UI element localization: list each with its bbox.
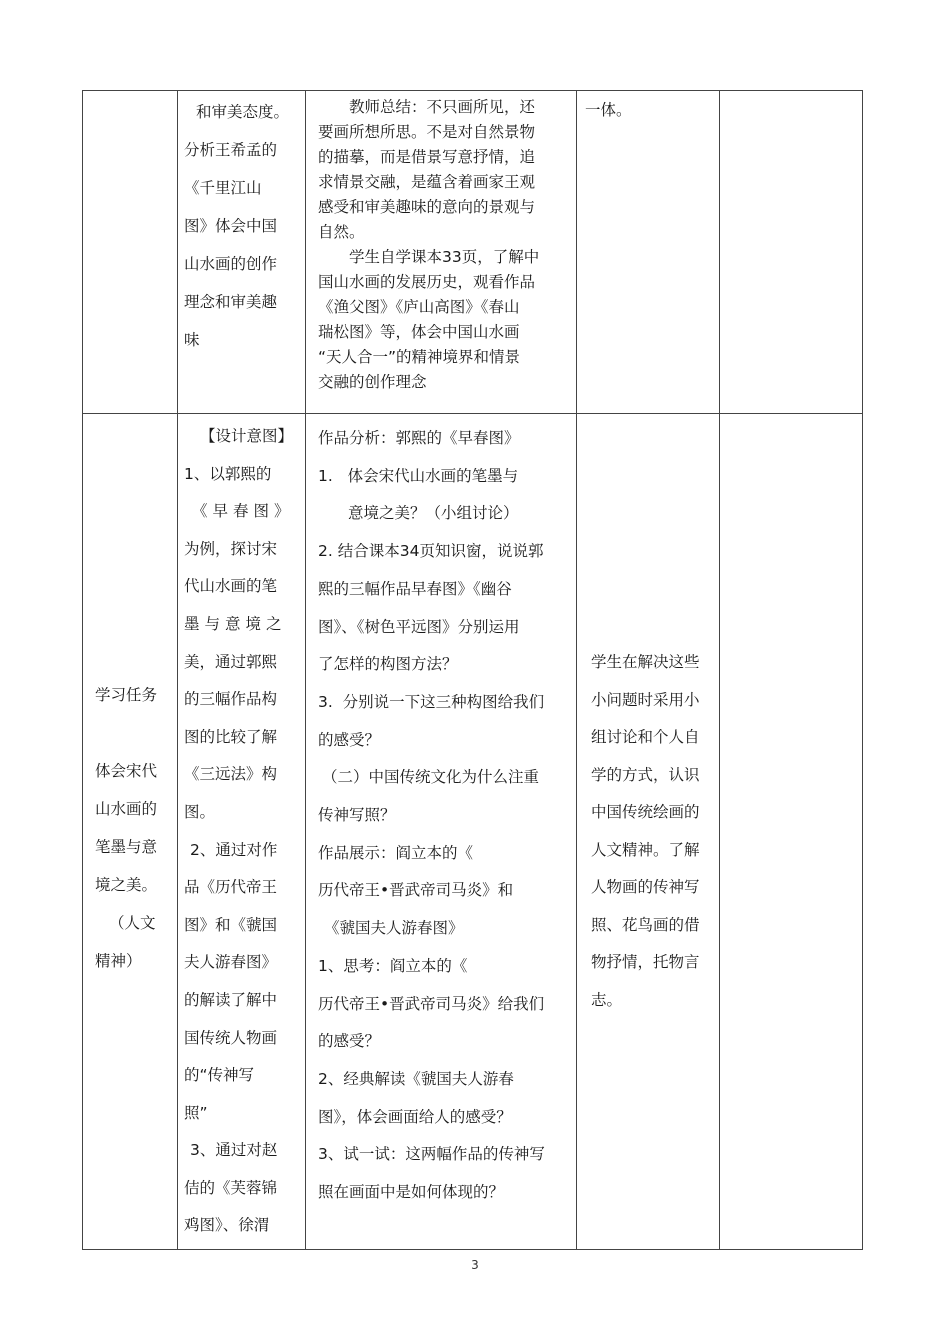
text-line: 交融的创作理念 xyxy=(318,373,427,391)
text-line: 1、以郭熙的 xyxy=(184,464,272,483)
text-line: 意境之美？（小组讨论） xyxy=(348,504,519,523)
activity-cell xyxy=(306,91,577,414)
task-cell xyxy=(83,91,178,414)
text-line: 境之美。 xyxy=(95,876,158,894)
student-activity-cell xyxy=(577,414,720,1250)
notes-cell xyxy=(720,91,863,414)
text-line: 佶的《芙蓉锦 xyxy=(184,1178,278,1197)
text-line: 历代帝王•晋武帝司马炎》给我们 xyxy=(318,994,545,1013)
notes-cell xyxy=(720,414,863,1250)
text-line: 2、通过对作 xyxy=(190,840,278,859)
text-line: 【设计意图】 xyxy=(200,427,294,445)
text-line: 求情景交融，是蕴含着画家王观 xyxy=(318,173,536,191)
text-line: 的解读了解中 xyxy=(184,990,278,1009)
text-line: 学生自学课本33页，了解中 xyxy=(349,248,540,266)
table-row xyxy=(83,91,863,414)
text-line: 《渔父图》《庐山高图》《春山 xyxy=(318,298,520,316)
text-line xyxy=(95,714,171,752)
text-line: 图》和《虢国 xyxy=(184,915,278,934)
text-line: 墨与意境之 xyxy=(184,614,287,633)
task-cell xyxy=(83,414,178,1250)
text-line: 和审美态度。 xyxy=(196,103,290,121)
text-line: 山水画的创作 xyxy=(184,255,278,273)
text-line: 3. 分别说一下这三种构图给我们 xyxy=(318,692,545,711)
text-line: 的“传神写 xyxy=(184,1066,255,1085)
text-line: 笔墨与意 xyxy=(95,838,158,856)
text-line: 为例，探讨宋 xyxy=(184,539,278,558)
text-line: 《虢国夫人游春图》 xyxy=(324,919,464,938)
text-line: 味 xyxy=(184,331,200,349)
text-line: 照在画面中是如何体现的？ xyxy=(318,1183,505,1202)
text-line: 志。 xyxy=(591,990,623,1009)
text-line: 图》、《树色平远图》分别运用 xyxy=(318,617,520,636)
text-line: 学习任务 xyxy=(95,686,158,704)
activity-cell xyxy=(306,414,577,1250)
text-line: 感受和审美趣味的意向的景观与 xyxy=(318,198,536,216)
text-line: 代山水画的笔 xyxy=(184,577,278,596)
text-line: 夫人游春图》 xyxy=(184,953,278,972)
text-line: 《千里江山 xyxy=(184,179,262,197)
text-line: 物抒情，托物言 xyxy=(591,953,700,971)
text-line: 作品展示：阎立本的《 xyxy=(318,843,474,862)
student-activity-cell xyxy=(577,91,720,414)
text-line: 组讨论和个人自 xyxy=(591,728,700,746)
text-line: 学的方式，认识 xyxy=(591,765,700,784)
text-line: 2、经典解读《虢国夫人游春 xyxy=(318,1069,514,1088)
text-line: 照” xyxy=(184,1103,208,1122)
table-row xyxy=(83,414,863,1250)
text-line: 的描摹，而是借景写意抒情，追 xyxy=(318,148,536,166)
text-line: 图》体会中国 xyxy=(184,217,278,235)
text-line: 3、试一试：这两幅作品的传神写 xyxy=(318,1145,545,1164)
design-intent-cell xyxy=(178,414,306,1250)
text-line: 鸡图》、徐渭 xyxy=(184,1216,270,1235)
text-line: 3、通过对赵 xyxy=(190,1141,278,1160)
text-line: 学生在解决这些 xyxy=(591,653,700,671)
text-line: 2. 结合课本34页知识窗，说说郭 xyxy=(318,542,544,561)
text-line: 作品分析：郭熙的《早春图》 xyxy=(318,429,520,447)
text-line: 的三幅作品构 xyxy=(184,690,278,709)
text-line: 体会宋代 xyxy=(95,762,158,780)
text-line: 图。 xyxy=(184,802,216,821)
text-line: 山水画的 xyxy=(95,800,158,818)
text-line: 自然。 xyxy=(318,223,365,241)
text-line: “天人合一”的精神境界和情景 xyxy=(318,348,521,366)
text-line: 图》，体会画面给人的感受？ xyxy=(318,1107,512,1126)
text-line: 了怎样的构图方法？ xyxy=(318,655,458,674)
design-intent-cell xyxy=(178,91,306,414)
text-line: 精神） xyxy=(95,952,142,970)
text-line: 人文精神。了解 xyxy=(591,840,700,859)
page-number: 3 xyxy=(471,1258,479,1272)
text-line: 美，通过郭熙 xyxy=(184,652,278,671)
text-line: 教师总结：不只画所见，还 xyxy=(349,98,536,116)
text-line: （人文 xyxy=(109,914,156,932)
text-line: 品《历代帝王 xyxy=(184,878,278,897)
text-line: 一体。 xyxy=(585,101,632,119)
text-line: 历代帝王•晋武帝司马炎》和 xyxy=(318,881,514,900)
text-line: 熙的三幅作品早春图》《幽谷 xyxy=(318,579,512,598)
text-line: 要画所想所思。不是对自然景物 xyxy=(318,123,536,141)
text-line: 分析王希孟的 xyxy=(184,141,278,159)
text-line: 小问题时采用小 xyxy=(591,690,700,709)
text-line: 中国传统绘画的 xyxy=(591,803,700,821)
text-line: 国山水画的发展历史，观看作品 xyxy=(318,273,536,291)
text-line: 国传统人物画 xyxy=(184,1028,278,1047)
text-line: 的感受？ xyxy=(318,1032,381,1051)
text-line: 的感受？ xyxy=(318,730,381,749)
text-line: 1、思考：阎立本的《 xyxy=(318,956,468,975)
text-line: 图的比较了解 xyxy=(184,727,278,746)
text-line: 理念和审美趣 xyxy=(184,293,278,311)
text-line: 《早春图》 xyxy=(192,502,295,521)
text-line: （二）中国传统文化为什么注重 xyxy=(322,768,540,787)
text-line: 照、花鸟画的借 xyxy=(591,915,700,934)
text-line: 人物画的传神写 xyxy=(591,878,700,896)
text-line: 瑞松图》等，体会中国山水画 xyxy=(318,323,520,341)
text-line: 《三远法》构 xyxy=(184,765,278,784)
lesson-plan-table xyxy=(82,90,863,1250)
text-line: 1. 体会宋代山水画的笔墨与 xyxy=(318,466,519,485)
text-line: 传神写照？ xyxy=(318,806,396,825)
